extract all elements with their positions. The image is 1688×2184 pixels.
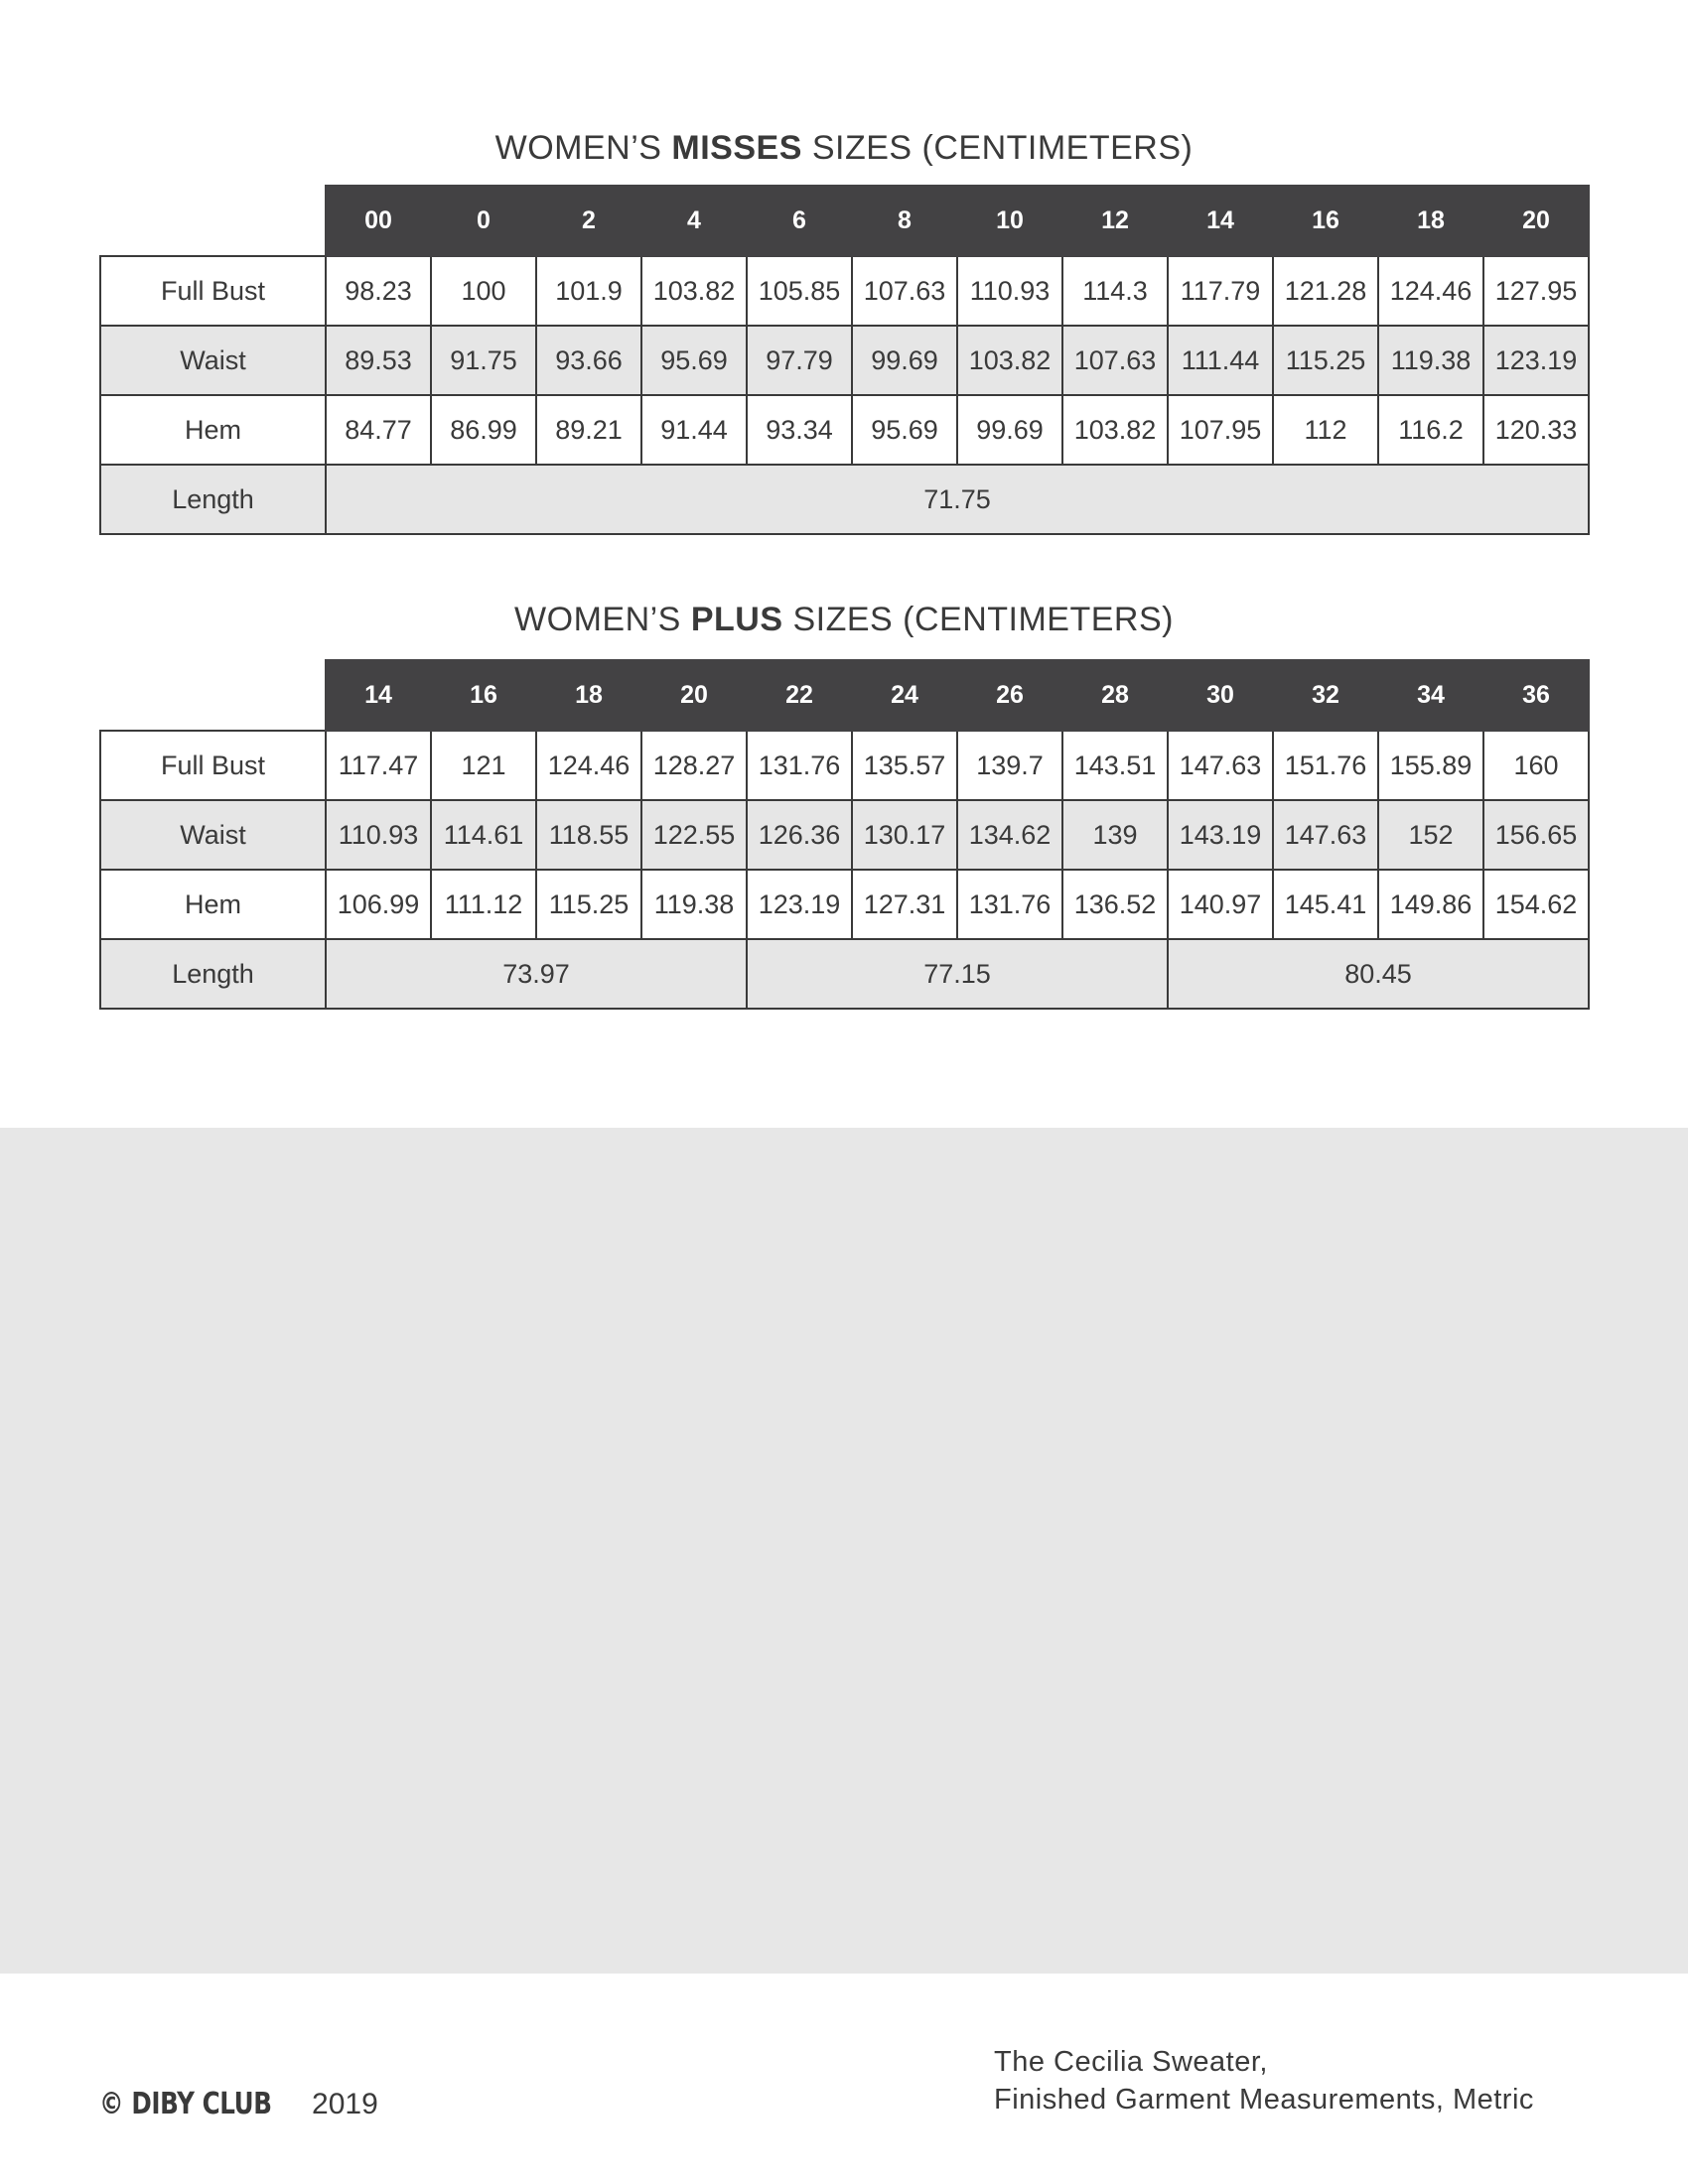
misses-row-full-bust <box>100 256 1589 326</box>
measure-cell: 101.9 <box>536 256 641 326</box>
plus-size-header: 32 <box>1273 660 1378 731</box>
row-label: Hem <box>100 395 326 465</box>
plus-row-hem <box>100 870 1589 939</box>
misses-title-post: SIZES (CENTIMETERS) <box>801 129 1194 167</box>
plus-size-header: 16 <box>431 660 536 731</box>
measure-cell: 107.63 <box>1062 326 1168 395</box>
measure-cell: 117.47 <box>326 731 431 800</box>
measure-cell: 110.93 <box>326 800 431 870</box>
plus-title-bold: PLUS <box>690 601 783 638</box>
plus-size-header: 30 <box>1168 660 1273 731</box>
measure-cell: 114.61 <box>431 800 536 870</box>
measure-cell: 106.99 <box>326 870 431 939</box>
measure-cell: 152 <box>1378 800 1483 870</box>
plus-size-header: 22 <box>747 660 852 731</box>
plus-size-header: 28 <box>1062 660 1168 731</box>
footer-year: 2019 <box>312 2088 378 2120</box>
measure-cell: 100 <box>431 256 536 326</box>
misses-title-pre: WOMEN’S <box>494 129 672 167</box>
plus-size-header: 34 <box>1378 660 1483 731</box>
measure-cell: 103.82 <box>1062 395 1168 465</box>
measure-cell: 134.62 <box>957 800 1062 870</box>
measure-cell: 131.76 <box>747 731 852 800</box>
misses-size-header: 12 <box>1062 186 1168 256</box>
row-label: Length <box>100 939 326 1009</box>
row-label: Waist <box>100 800 326 870</box>
misses-title <box>0 129 1688 168</box>
plus-size-header: 18 <box>536 660 641 731</box>
plus-row-full-bust <box>100 731 1589 800</box>
plus-size-header: 26 <box>957 660 1062 731</box>
measure-cell: 135.57 <box>852 731 957 800</box>
plus-title-pre: WOMEN’S <box>514 601 691 638</box>
measure-cell: 139.7 <box>957 731 1062 800</box>
plus-size-header: 20 <box>641 660 747 731</box>
measure-cell: 91.75 <box>431 326 536 395</box>
measure-cell: 155.89 <box>1378 731 1483 800</box>
measure-cell: 84.77 <box>326 395 431 465</box>
measure-cell: 99.69 <box>852 326 957 395</box>
measure-cell: 127.95 <box>1483 256 1589 326</box>
plus-size-header: 36 <box>1483 660 1589 731</box>
measure-cell: 118.55 <box>536 800 641 870</box>
misses-size-header: 6 <box>747 186 852 256</box>
measure-cell: 124.46 <box>536 731 641 800</box>
measure-cell: 114.3 <box>1062 256 1168 326</box>
measure-cell: 126.36 <box>747 800 852 870</box>
plus-title <box>0 601 1688 639</box>
length-cell: 71.75 <box>326 465 1589 534</box>
measure-cell: 147.63 <box>1273 800 1378 870</box>
measure-cell: 139 <box>1062 800 1168 870</box>
plus-row-length <box>100 939 1589 1009</box>
length-cell: 73.97 <box>326 939 747 1009</box>
measure-cell: 86.99 <box>431 395 536 465</box>
footer-caption <box>994 2043 1534 2118</box>
plus-header-row <box>100 660 1589 731</box>
measure-cell: 89.21 <box>536 395 641 465</box>
misses-header-row <box>100 186 1589 256</box>
length-cell: 77.15 <box>747 939 1168 1009</box>
measure-cell: 112 <box>1273 395 1378 465</box>
row-label: Hem <box>100 870 326 939</box>
measure-cell: 97.79 <box>747 326 852 395</box>
measure-cell: 130.17 <box>852 800 957 870</box>
measure-cell: 151.76 <box>1273 731 1378 800</box>
misses-size-header: 16 <box>1273 186 1378 256</box>
misses-size-table <box>99 185 1590 535</box>
misses-row-length <box>100 465 1589 534</box>
length-cell: 80.45 <box>1168 939 1589 1009</box>
footer-brand <box>99 2087 378 2121</box>
measure-cell: 124.46 <box>1378 256 1483 326</box>
row-label: Length <box>100 465 326 534</box>
measure-cell: 149.86 <box>1378 870 1483 939</box>
measure-cell: 105.85 <box>747 256 852 326</box>
row-label: Full Bust <box>100 731 326 800</box>
gray-band <box>0 1128 1688 1974</box>
measure-cell: 154.62 <box>1483 870 1589 939</box>
measure-cell: 115.25 <box>536 870 641 939</box>
measure-cell: 121 <box>431 731 536 800</box>
measure-cell: 120.33 <box>1483 395 1589 465</box>
misses-size-header: 4 <box>641 186 747 256</box>
measure-cell: 128.27 <box>641 731 747 800</box>
measure-cell: 121.28 <box>1273 256 1378 326</box>
measure-cell: 131.76 <box>957 870 1062 939</box>
plus-title-post: SIZES (CENTIMETERS) <box>782 601 1174 638</box>
misses-size-header: 18 <box>1378 186 1483 256</box>
measure-cell: 110.93 <box>957 256 1062 326</box>
measure-cell: 111.44 <box>1168 326 1273 395</box>
measure-cell: 160 <box>1483 731 1589 800</box>
measure-cell: 119.38 <box>641 870 747 939</box>
measure-cell: 93.34 <box>747 395 852 465</box>
measure-cell: 117.79 <box>1168 256 1273 326</box>
plus-size-header: 14 <box>326 660 431 731</box>
measure-cell: 122.55 <box>641 800 747 870</box>
measure-cell: 123.19 <box>747 870 852 939</box>
measure-cell: 123.19 <box>1483 326 1589 395</box>
misses-size-header: 8 <box>852 186 957 256</box>
measure-cell: 145.41 <box>1273 870 1378 939</box>
row-label: Full Bust <box>100 256 326 326</box>
misses-title-bold: MISSES <box>671 129 802 167</box>
measure-cell: 91.44 <box>641 395 747 465</box>
measure-cell: 115.25 <box>1273 326 1378 395</box>
misses-size-header: 14 <box>1168 186 1273 256</box>
measure-cell: 103.82 <box>957 326 1062 395</box>
measure-cell: 111.12 <box>431 870 536 939</box>
measure-cell: 127.31 <box>852 870 957 939</box>
measure-cell: 143.51 <box>1062 731 1168 800</box>
plus-size-header: 24 <box>852 660 957 731</box>
measure-cell: 95.69 <box>641 326 747 395</box>
measure-cell: 116.2 <box>1378 395 1483 465</box>
measure-cell: 140.97 <box>1168 870 1273 939</box>
row-label: Waist <box>100 326 326 395</box>
measure-cell: 143.19 <box>1168 800 1273 870</box>
brand-logo: © DIBY CLUB <box>99 2087 272 2121</box>
misses-size-header: 00 <box>326 186 431 256</box>
measure-cell: 107.63 <box>852 256 957 326</box>
measure-cell: 119.38 <box>1378 326 1483 395</box>
plus-row-waist <box>100 800 1589 870</box>
measure-cell: 156.65 <box>1483 800 1589 870</box>
measure-cell: 107.95 <box>1168 395 1273 465</box>
misses-corner-cell <box>100 186 326 256</box>
measure-cell: 147.63 <box>1168 731 1273 800</box>
measure-cell: 136.52 <box>1062 870 1168 939</box>
measure-cell: 99.69 <box>957 395 1062 465</box>
misses-size-header: 0 <box>431 186 536 256</box>
misses-size-header: 2 <box>536 186 641 256</box>
misses-row-hem <box>100 395 1589 465</box>
misses-size-header: 10 <box>957 186 1062 256</box>
footer-caption-line-1: The Cecilia Sweater, <box>994 2046 1268 2078</box>
measure-cell: 98.23 <box>326 256 431 326</box>
measure-cell: 93.66 <box>536 326 641 395</box>
plus-corner-cell <box>100 660 326 731</box>
misses-row-waist <box>100 326 1589 395</box>
measure-cell: 89.53 <box>326 326 431 395</box>
measure-cell: 103.82 <box>641 256 747 326</box>
measure-cell: 95.69 <box>852 395 957 465</box>
misses-size-header: 20 <box>1483 186 1589 256</box>
plus-size-table <box>99 659 1590 1010</box>
footer-caption-line-2: Finished Garment Measurements, Metric <box>994 2084 1534 2116</box>
